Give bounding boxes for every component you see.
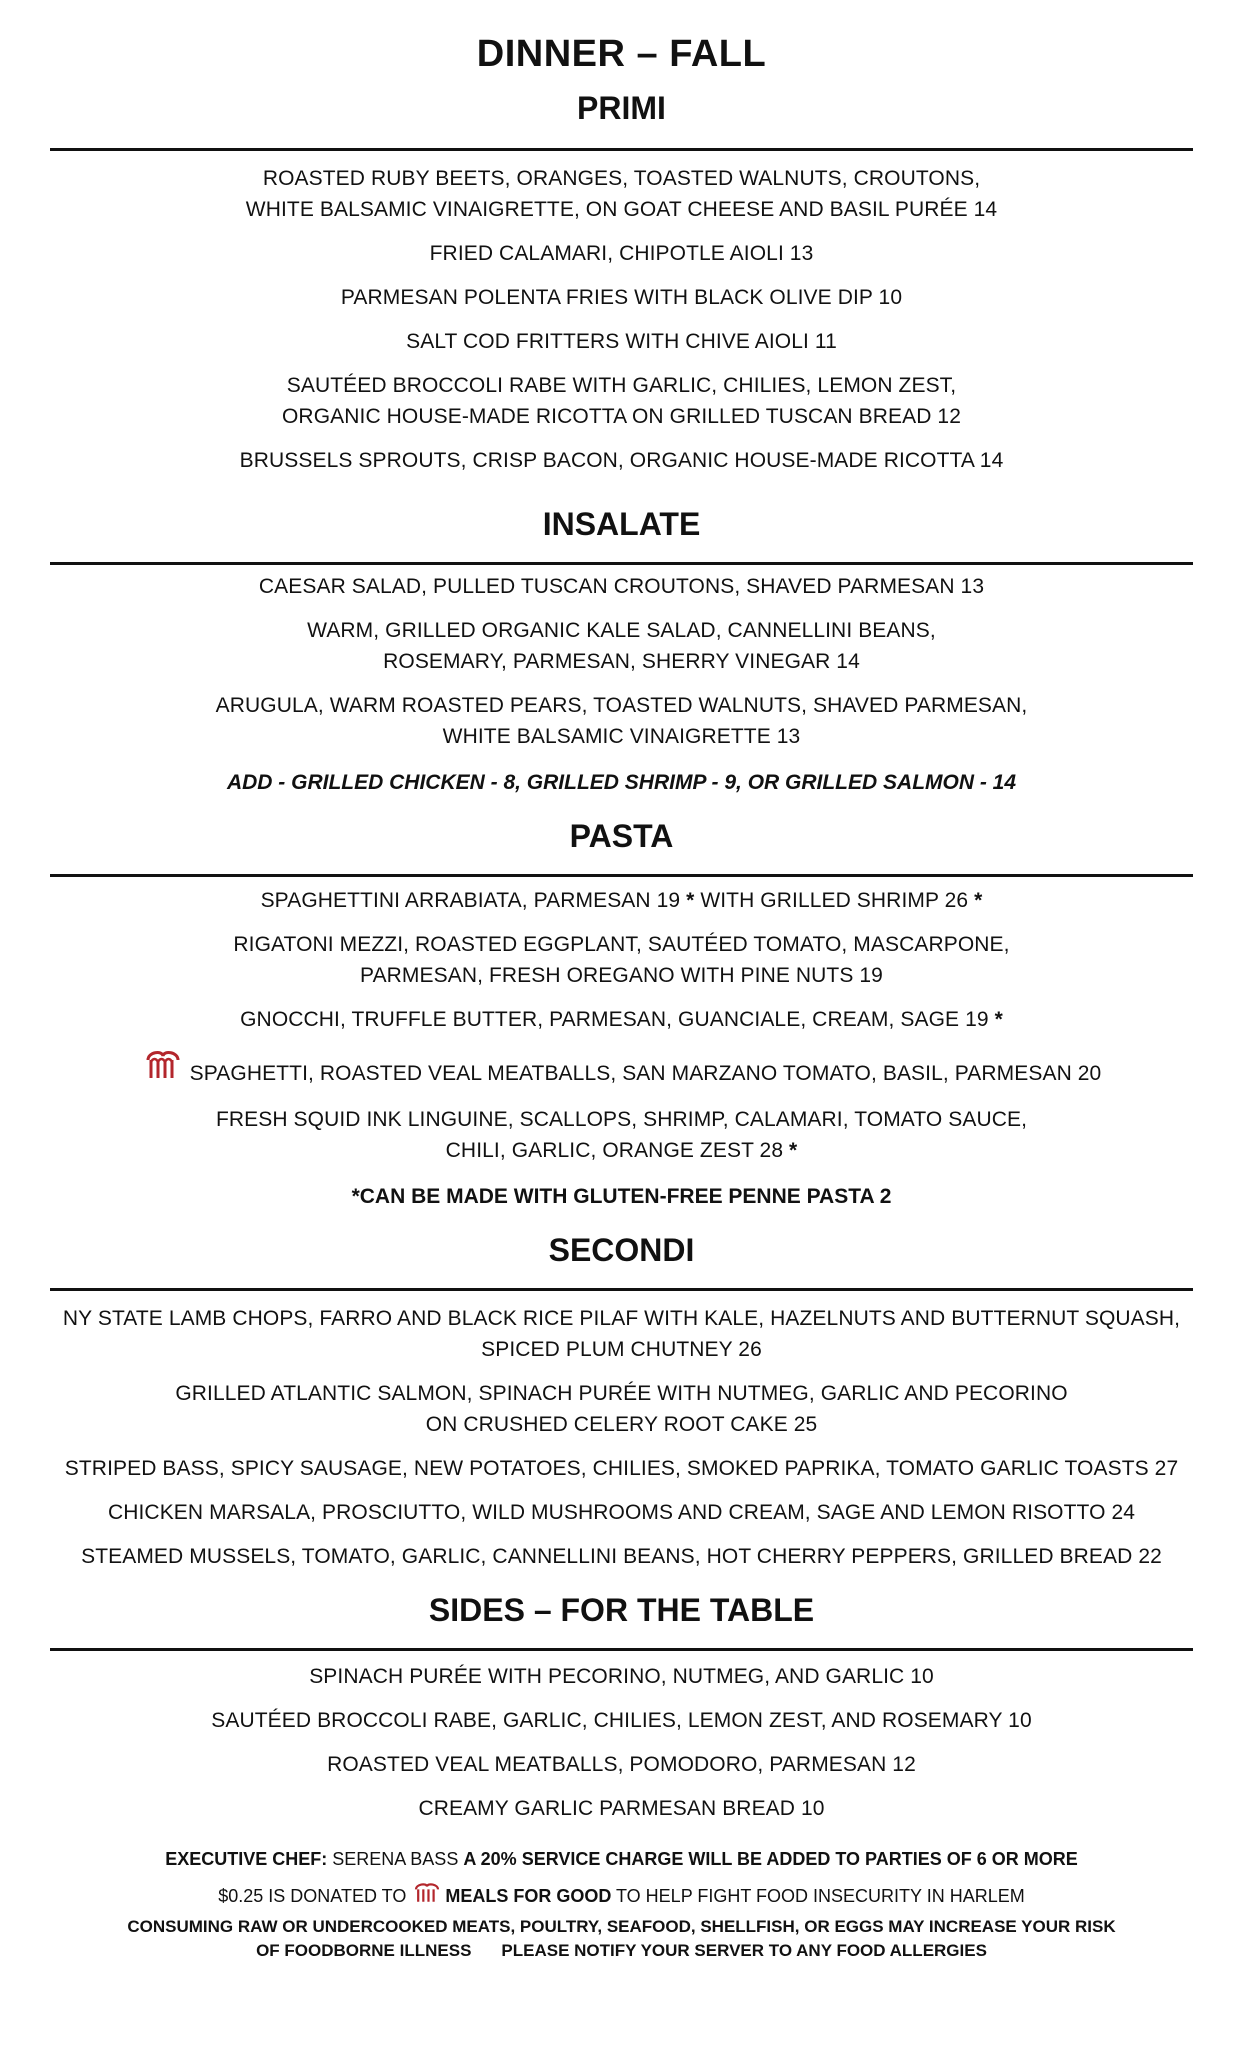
menu-item: WARM, GRILLED ORGANIC KALE SALAD, CANNELLINI BEANS, ROSEMARY, PARMESAN, SHERRY VINEGAR 14 (307, 619, 936, 673)
gluten-free-marker: * (974, 889, 983, 912)
pasta-items (0, 885, 1243, 1212)
sides-items (0, 1661, 1243, 1824)
section-divider (50, 874, 1193, 877)
meals-for-good-logo-icon (142, 1048, 184, 1091)
chef-label: EXECUTIVE CHEF: (165, 1849, 328, 1869)
section-divider (50, 562, 1193, 565)
section-title-insalate: INSALATE (542, 506, 701, 542)
menu-item: RIGATONI MEZZI, ROASTED EGGPLANT, SAUTÉED TOMATO, MASCARPONE, PARMESAN, FRESH OREGANO WITH PINE NUTS 19 (233, 933, 1010, 987)
primi-items (0, 163, 1243, 476)
menu-item: CAESAR SALAD, PULLED TUSCAN CROUTONS, SHAVED PARMESAN 13 (258, 575, 985, 598)
menu-footer (0, 1846, 1243, 1963)
secondi-items (0, 1303, 1243, 1572)
section-primi (0, 86, 1243, 476)
section-title-pasta: PASTA (569, 818, 674, 854)
menu-item: CHICKEN MARSALA, PROSCIUTTO, WILD MUSHROOMS AND CREAM, SAGE AND LEMON RISOTTO 24 (107, 1501, 1136, 1524)
menu-item: SPAGHETTI, ROASTED VEAL MEATBALLS, SAN MARZANO TOMATO, BASIL, PARMESAN 20 (0, 1048, 1243, 1091)
section-secondi (0, 1228, 1243, 1572)
section-divider (50, 1648, 1193, 1651)
menu-item: STRIPED BASS, SPICY SAUSAGE, NEW POTATOES, CHILIES, SMOKED PAPRIKA, TOMATO GARLIC TOASTS 27 (64, 1457, 1179, 1480)
insalate-items (0, 571, 1243, 798)
menu-item: FRESH SQUID INK LINGUINE, SCALLOPS, SHRIMP, CALAMARI, TOMATO SAUCE, CHILI, GARLIC, ORANGE ZEST 28 * (215, 1108, 1028, 1162)
gluten-free-marker: * (686, 889, 695, 912)
menu-item: SPINACH PURÉE WITH PECORINO, NUTMEG, AND GARLIC 10 (309, 1665, 934, 1688)
donation-line: $0.25 IS DONATED TO MEALS FOR GOOD TO HELP FIGHT FOOD INSECURITY IN HARLEM (0, 1882, 1243, 1911)
menu-item: SAUTÉED BROCCOLI RABE WITH GARLIC, CHILIES, LEMON ZEST, ORGANIC HOUSE-MADE RICOTTA ON GRILLED TUSCAN BREAD 12 (282, 374, 961, 428)
menu-item: CREAMY GARLIC PARMESAN BREAD 10 (418, 1797, 825, 1820)
meals-for-good-name: MEALS FOR GOOD (445, 1886, 612, 1906)
menu-item: STEAMED MUSSELS, TOMATO, GARLIC, CANNELLINI BEANS, HOT CHERRY PEPPERS, GRILLED BREAD 22 (81, 1545, 1162, 1568)
section-sides (0, 1588, 1243, 1824)
menu-item: SPAGHETTINI ARRABIATA, PARMESAN 19 * WITH GRILLED SHRIMP 26 * (260, 889, 983, 912)
menu-item: ROASTED RUBY BEETS, ORANGES, TOASTED WALNUTS, CROUTONS, WHITE BALSAMIC VINAIGRETTE, ON GOAT CHEESE AND BASIL PURÉE 14 (245, 167, 998, 221)
menu-item: GNOCCHI, TRUFFLE BUTTER, PARMESAN, GUANCIALE, CREAM, SAGE 19 * (240, 1008, 1003, 1031)
section-title-secondi: SECONDI (548, 1232, 695, 1268)
menu-item: FRIED CALAMARI, CHIPOTLE AIOLI 13 (429, 242, 814, 265)
menu-item: SAUTÉED BROCCOLI RABE, GARLIC, CHILIES, LEMON ZEST, AND ROSEMARY 10 (211, 1709, 1032, 1732)
section-divider (50, 1288, 1193, 1291)
section-title-primi: PRIMI (577, 90, 666, 126)
menu-item: ARUGULA, WARM ROASTED PEARS, TOASTED WALNUTS, SHAVED PARMESAN, WHITE BALSAMIC VINAIGRETTE 13 (215, 694, 1028, 748)
meals-for-good-logo-icon (411, 1882, 443, 1911)
service-charge-notice: A 20% SERVICE CHARGE WILL BE ADDED TO PARTIES OF 6 OR MORE (463, 1849, 1078, 1869)
gluten-free-marker: * (994, 1008, 1003, 1031)
menu-item: SALT COD FRITTERS WITH CHIVE AIOLI 11 (406, 330, 837, 353)
section-title-sides: SIDES – FOR THE TABLE (428, 1592, 815, 1628)
menu-item: NY STATE LAMB CHOPS, FARRO AND BLACK RICE PILAF WITH KALE, HAZELNUTS AND BUTTERNUT SQUASH, SPICED PLUM CHUTNEY 26 (62, 1307, 1181, 1361)
menu-item: GRILLED ATLANTIC SALMON, SPINACH PURÉE WITH NUTMEG, GARLIC AND PECORINO ON CRUSHED CELERY ROOT CAKE 25 (175, 1382, 1068, 1436)
allergy-warning: CONSUMING RAW OR UNDERCOOKED MEATS, POULTRY, SEAFOOD, SHELLFISH, OR EGGS MAY INCREASE YOUR RISK OF FOODBORNE ILLNESS PLEASE NOTIFY YOUR SERVER TO ANY FOOD ALLERGIES (127, 1917, 1116, 1960)
menu-item: BRUSSELS SPROUTS, CRISP BACON, ORGANIC HOUSE-MADE RICOTTA 14 (239, 449, 1004, 472)
menu-item: PARMESAN POLENTA FRIES WITH BLACK OLIVE DIP 10 (340, 286, 903, 309)
section-pasta (0, 814, 1243, 1212)
gluten-free-marker: * (789, 1139, 798, 1162)
add-protein-note: ADD - GRILLED CHICKEN - 8, GRILLED SHRIMP - 9, OR GRILLED SALMON - 14 (226, 771, 1017, 794)
chef-and-service-line (0, 1846, 1243, 1872)
chef-name: SERENA BASS (327, 1849, 464, 1869)
section-insalate (0, 502, 1243, 798)
gluten-free-note: *CAN BE MADE WITH GLUTEN-FREE PENNE PASTA 2 (351, 1185, 892, 1208)
section-divider (50, 148, 1193, 151)
menu-title: DINNER – FALL (476, 33, 767, 75)
menu-item: ROASTED VEAL MEATBALLS, POMODORO, PARMESAN 12 (327, 1753, 916, 1776)
